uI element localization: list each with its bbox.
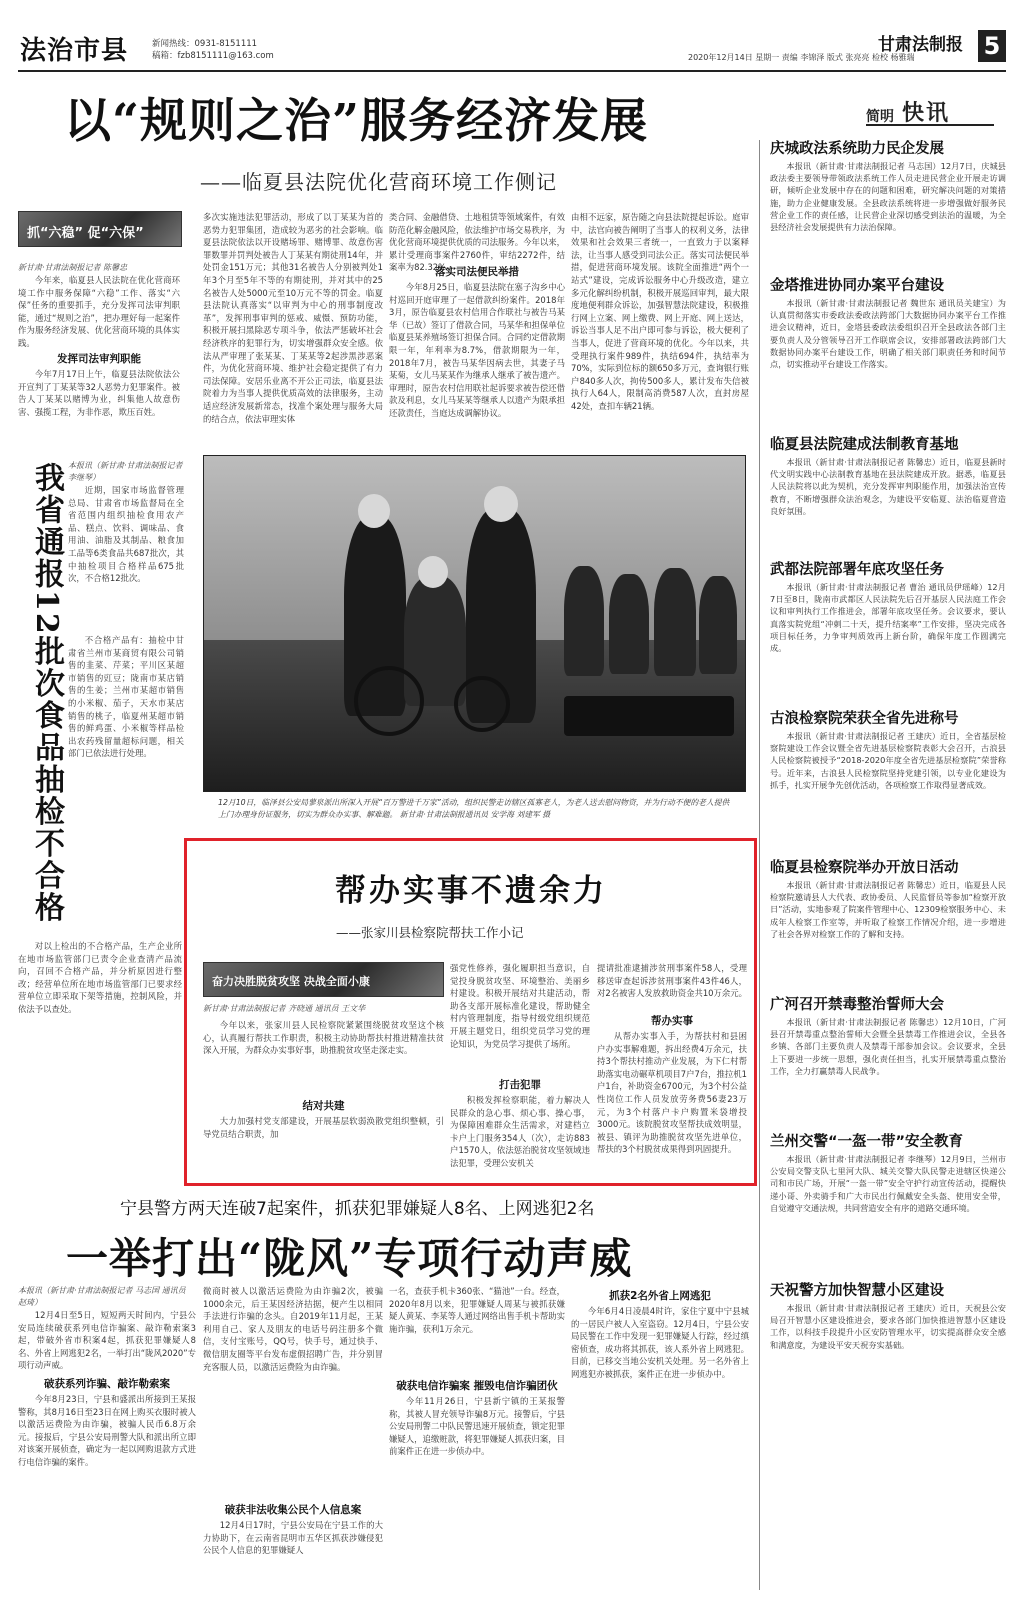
- issue-meta: 2020年12月14日 星期一 责编 李锦泽 版式 张亮亮 检校 杨雅瑞: [688, 53, 915, 62]
- brief-item: [770, 436, 1006, 554]
- brief-item-title: 广河召开禁毒整治誓师大会: [770, 997, 944, 1013]
- brief-item-body: 本报讯（新甘肃·甘肃法制报记者 陈馨忠）近日，临夏县新时代文明实践中心法制教育基地在县法院建成开放。据悉，临夏县人民法院将以此为契机，充分发挥审判职能作用，加强法治宣传教育，不断增强群众法治观念，为建设平安临夏、法治临夏营造良好氛围。: [770, 457, 1006, 516]
- officer-head: [484, 486, 518, 522]
- brief-item-body: 本报讯（新甘肃·甘肃法制报记者 魏世东 通讯员关建宝）为认真贯彻落实市委政法委政法跨部门大数据协同办案平台工作推进会议精神，近日，金塔县委政法委组织召开全县政法各部门主要负责人及分管领导召开工作联席会议，安排部署政法跨部门大数据协同办案平台建设工作，明确了相关部门职责任务和时间节点，切实推动平台建设工作落实。: [770, 298, 1006, 370]
- lead-subhead: 发挥司法审判职能: [57, 353, 141, 365]
- brief-item-body: 本报讯（新甘肃·甘肃法制报记者 陈馨忠）12月10日，广河县召开禁毒重点整治誓师大会暨全县禁毒工作推进会议，全县各乡镇、各部门主要负责人及禁毒干部参加会议。会议要求，全县上下要进一步统一思想，强化责任担当，扎实开展禁毒重点整治工作，全力打赢禁毒人民战争。: [770, 1017, 1006, 1076]
- contact-info: [152, 38, 274, 62]
- lead-paragraph: 类合同、金融借贷、土地租赁等领域案件，有效防范化解金融风险，依法维护市场交易秩序，为优化营商环境提供优质的司法服务。今年以来，累计受理商事案件2760件，审结2272件，结案率为82.32%。: [389, 212, 565, 273]
- brief-item-title: 古浪检察院荣获全省先进称号: [770, 711, 959, 727]
- police-col-4: [571, 1285, 749, 1585]
- box-paragraph: 今年以来，张家川县人民检察院紧紧围绕脱贫攻坚这个核心，认真履行帮扶工作职责，积极主动协助帮扶村推进精准扶贫深入开展，为群众办实事好事，助推脱贫攻坚走深走实。: [203, 1020, 444, 1056]
- brief-item-title: 金塔推进协同办案平台建设: [770, 278, 944, 294]
- police-paragraph: 今年8月23日，宁县和盛派出所接到王某报警称，其8月16日至23日在网上购买衣服时被人以激活运费险为由诈骗，被骗人民币6.8万余元。接报后，宁县公安局刑警大队和派出所立即对该案开展侦查，确定为一起以网购退款方式进行电信诈骗的案件。: [18, 1394, 196, 1467]
- police-subhead: 抓获2名外省上网逃犯: [609, 1290, 711, 1302]
- brief-news-label: [866, 96, 994, 126]
- lead-col-2: 多次实施违法犯罪活动，形成了以丁某某为首的恶势力犯罪集团，造成较为恶劣的社会影响。临夏县法院依法以开设赌场罪、赌博罪、故意伤害罪数罪并罚判处被告人丁某某有期徒刑14年，并处罚金151万元；其他31名被告人分别被判处1年3个月至5年不等的有期徒刑，并对其中的25名被告人处5000元至10万元不等的罚金。临夏县法院认真落实“以审判为中心的刑事制度改革”，发挥刑事审判的惩戒、威慑、预防功能，积极开展扫黑除恶专项斗争，依法严惩破坏社会经济秩序的犯罪行为，切实增强群众安全感。依法从严审理了张某某、丁某某等2起涉黑涉恶案件，为优化营商环境、维护社会稳定提供了有力司法保障。安居乐业离不开公正司法，临夏县法院着力为当事人提供优质高效的法律服务，主动适应经济发展新常态，找准个案处理与服务大局的结合点，依法审理实体: [203, 212, 383, 424]
- page-number: 5: [978, 30, 1006, 62]
- brief-item-title: 兰州交警“一盔一带”安全教育: [770, 1134, 964, 1150]
- lead-subhead: 落实司法便民举措: [435, 266, 519, 278]
- submission-email: 稿箱：fzb8151111@163.com: [152, 51, 274, 61]
- police-paragraph: 12月4日17时，宁县公安局在宁县工作的大力协助下，在云南省昆明市五华区抓获涉嫌侵犯公民个人信息的犯罪嫌疑人: [203, 1520, 383, 1556]
- brief-item-body: 本报讯（新甘肃·甘肃法制报记者 马志国）12月7日，庆城县政法委主要领导带领政法系统工作人员走进民营企业开展走访调研，倾听企业发展中存在的问题和困难，研究解决问题的对策措施，助力企业健康发展。全县政法系统将进一步增强做好服务民营企业工作的责任感，让民营企业深切感受到法治的温暖，为全县经济社会发展提供有力法治保障。: [770, 161, 1006, 233]
- lead-paragraph: 今年8月25日，临夏县法院在塞子沟乡中心村巡回开庭审理了一起借款纠纷案件。2018年3月，原告临夏县农村信用合作联社与被告马某华（已故）签订了借款合同，马某华和担保单位临夏县某养殖场签订担保合同。合同约定借款期限一年，年利率为8.7%，借款期限为一年，2018年7月，被告马某华因病去世，其妻子马某菊，女儿马某某作为继承人继承了被告遗产。审理时，原告农村信用联社起诉要求被告偿还借款及利息，女儿马某某等继承人以遗产为限承担还款责任，当庭达成调解协议。: [389, 282, 565, 418]
- brief-item-title: 天祝警方加快智慧小区建设: [770, 1283, 944, 1299]
- police-col-2: [203, 1285, 383, 1573]
- police-byline: 本报讯（新甘肃·甘肃法制报记者 马志国 通讯员 赵琦）: [18, 1286, 186, 1307]
- lead-paragraph: 今年7月17日上午，临夏县法院依法公开宣判了丁某某等32人恶势力犯罪案件。被告人丁某某以赌博为业，纠集他人故意伤害、强揽工程，为非作恶，欺压百姓。: [18, 369, 180, 417]
- six-stable-badge: [18, 211, 182, 247]
- wheelchair-wheel: [354, 666, 424, 736]
- brief-item: [770, 1282, 1006, 1400]
- six-stable-badge-text: 抓“六稳” 促“六保”: [27, 226, 144, 241]
- box-subhead: 帮办实事: [651, 1015, 693, 1027]
- box-col-1: [203, 1003, 444, 1145]
- brief-news-column: [770, 140, 1006, 1590]
- wheelchair-wheel: [454, 676, 510, 732]
- lead-subheadline: ——临夏县法院优化营商环境工作侧记: [200, 170, 557, 194]
- police-subhead: 破获电信诈骗案 摧毁电信诈骗团伙: [396, 1380, 558, 1392]
- lead-headline: 以“规则之治”服务经济发展: [64, 94, 649, 149]
- box-headline: 帮办实事不遗余力: [335, 873, 607, 909]
- masthead-rule: [18, 70, 1006, 72]
- lead-col-3: [389, 211, 565, 433]
- police-paragraph: 12月4日至5日，短短两天时间内，宁县公安局连续破获系列电信诈骗案、敲诈勒索案3起，带破外省市积案4起，抓获犯罪嫌疑人8名、外省上网逃犯2名，一举打出“陇风2020”专项行动声威。: [18, 1310, 196, 1371]
- photo-caption: 12月10日，临泽县公安局蓼泉派出所深入开展“百万警进千万家”活动，组织民警走访辖区孤寡老人，为老人送去慰问物资，并为行动不便的老人提供上门办理身份证服务，切实为群众办实事、解难题。 新甘肃·甘肃法制报通讯员 安学海 刘建军 摄: [218, 798, 730, 819]
- lead-paragraph: 今年来，临夏县人民法院在优化营商环境工作中服务保障“六稳”工作、落实“六保”任务的重要抓手，充分发挥司法审判职能，通过“规则之治”，把办理好每一起案件作为服务经济发展、优化营商环境的具体实践。: [18, 275, 180, 348]
- box-subheadline: ——张家川县检察院帮扶工作小记: [336, 925, 524, 940]
- police-paragraph: 今年6月4日凌晨4时许，家住宁夏中宁县城的一居民户被人入室盗窃。12月4日，宁县公安局民警在工作中发现一犯罪嫌疑人行踪，经过缜密侦查，成功将其抓获，该人系外省上网逃犯。目前，已移交当地公安机关处理。另一名外省上网逃犯亦被抓获，案件正在进一步侦办中。: [571, 1306, 749, 1379]
- police-paragraph: 今年11月26日，宁县新宁镇的王某报警称，其被人冒充领导诈骗8万元。接警后，宁县公安局刑警二中队民警迅速开展侦查，锁定犯罪嫌疑人，追缴赃款，将犯罪嫌疑人抓获归案，目前案件正在进一步侦办中。: [389, 1396, 565, 1457]
- poverty-campaign-badge-text: 奋力决胜脱贫攻坚 决战全面小康: [212, 975, 370, 988]
- brief-item-title: 武都法院部署年底攻坚任务: [770, 562, 944, 578]
- brief-item: [770, 277, 1006, 429]
- table: [564, 696, 734, 736]
- seated-elder-figure: [609, 574, 649, 674]
- food-inspection-paragraph: 不合格产品有：抽检中甘肃省兰州市某商贸有限公司销售的韭菜、芹菜；平川区某超市销售的豇豆；陇南市某店销售的生姜；兰州市某超市销售的小米椒、茄子，天水市某店销售的桃子，临夏州某超市销售的鲜鸡蛋、小米椒等样品检出农药残留量超标问题，相关部门已依法进行处理。: [68, 635, 184, 759]
- police-col-1: [18, 1285, 196, 1559]
- brief-label-large: 快讯: [902, 101, 951, 126]
- police-col-3: [389, 1285, 565, 1573]
- box-col-2: [450, 962, 590, 1174]
- police-paragraph: 一名，查获手机卡360张、“猫池”一台。经查，2020年8月以来，犯罪嫌疑人周某与被抓获嫌疑人黄某、李某等人通过网络出售手机卡帮助实施诈骗，获利1万余元。: [389, 1286, 565, 1334]
- newspaper-name: 甘肃法制报: [878, 35, 963, 55]
- brief-item: [770, 996, 1006, 1126]
- seated-elder-figure: [564, 566, 604, 676]
- police-headline: 一举打出“陇风”专项行动声威: [66, 1234, 633, 1283]
- brief-item: [770, 710, 1006, 852]
- brief-item-title: 庆城政法系统助力民企发展: [770, 141, 944, 157]
- box-paragraph: 大力加强村党支部建设，开展基层软弱涣散党组织整顿，引导党员结合职责，加: [203, 1116, 444, 1139]
- brief-item-body: 本报讯（新甘肃·甘肃法制报记者 曹治 通讯员伊瑶峰）12月7日至8日，陇南市武都区人民法院先后召开基层人民法庭工作会议和审判执行工作推进会，部署年底攻坚任务。会议要求，要认真落实院党组“冲刺二十天，提升结案率”工作安排，坚决完成各项目标任务，力争审判质效再上新台阶，确保年度工作圆满完成。: [770, 582, 1006, 654]
- brief-item: [770, 561, 1006, 703]
- section-title: 法治市县: [20, 36, 129, 66]
- box-col-3: [597, 962, 747, 1174]
- brief-item: [770, 1133, 1006, 1275]
- police-visit-photo: [203, 455, 746, 792]
- brief-item-body: 本报讯（新甘肃·甘肃法制报记者 王建庆）近日，全省基层检察院建设工作会议暨全省先进基层检察院表彰大会召开，古浪县人民检察院被授予“2018-2020年度全省先进基层检察院”荣誉称号。近年来，古浪县人民检察院坚持党建引领，以专业化建设为抓手，扎实开展争先创优活动，各项检察工作取得显著成效。: [770, 731, 1006, 790]
- poverty-campaign-badge: [203, 962, 444, 997]
- food-inspection-paragraph: 对以上检出的不合格产品，生产企业所在地市场监管部门已责令企业查清产品流向，召回不合格产品，并分析原因进行整改；经营单位所在地市场监管部门已要求经营单位立即采取下架等措施，控制风险，并依法予以查处。: [18, 941, 182, 1014]
- officer-head: [358, 494, 390, 528]
- brief-item: [770, 140, 1006, 270]
- food-inspection-headline: 我省通报12批次食品抽检不合格: [29, 462, 64, 924]
- brief-item-body: 本报讯（新甘肃·甘肃法制报记者 王建庆）近日，天祝县公安局召开智慧小区建设推进会，要求各部门加快推进智慧小区建设工作，以科技手段提升小区安防管理水平，切实提高群众安全感和满意度，为建设平安天祝夯实基础。: [770, 1303, 1006, 1350]
- lead-byline: 新甘肃·甘肃法制报记者 陈馨忠: [18, 263, 128, 272]
- box-paragraph: 提请批准逮捕涉贫刑事案件58人，受理移送审查起诉涉贫刑事案件43件46人，对2名被害人发放救助资金共10万余元。: [597, 963, 747, 999]
- lead-col-4: 由相不远家，原告随之向县法院提起诉讼。庭审中，法官向被告阐明了当事人的权利义务，法律效果和社会效果三者统一，一直致力于以案释法，让当事人感受到司法公正。落实司法便民举措，促进营商环境发展。该院全面推进“两个一站式”建设，完成诉讼服务中心升级改造，建立多元化解纠纷机制，积极开展巡回审判，最大限度地便利群众诉讼，加强智慧法院建设，积极推行网上立案、网上缴费、网上开庭、网上送达，诉讼当事人足不出户即可参与诉讼，极大便利了当事人，促进了营商环境的优化。今年以来，共受理执行案件989件，执结694件，执结率为70%，实际到位标的额650多万元，查询银行账户840多人次，拘传500多人，累计发布失信被执行人64人，限制高消费587人次，直封房屋42处，查扣车辆21辆。: [571, 212, 749, 411]
- police-subhead: 破获系列诈骗、敲诈勒索案: [44, 1378, 170, 1390]
- news-hotline: 新闻热线：0931-8151111: [152, 39, 258, 49]
- box-paragraph: 从帮办实事入手，为帮扶村和县困户办实事解难题，拆出经费4万余元，扶持3个帮扶村推动产业发展，为下仁村帮助落实电动碾草机项目7户7台，推拉机1户1台，补助资金6700元，为3个村公益性岗位工作人员发放劳务费56妻23万元，为3个村落户卡户购置米袋增投3000元。该院脱贫攻坚帮扶成效明显，被县、镇评为助推脱贫攻坚先进单位，帮扶的3个村脱贫成果得到巩固提升。: [597, 1031, 747, 1155]
- food-inspection-byline: 本报讯（新甘肃·甘肃法制报记者 李继琴）: [68, 461, 183, 482]
- police-subhead: 破获非法收集公民个人信息案: [224, 1504, 362, 1516]
- brief-item: [770, 859, 1006, 989]
- food-inspection-paragraph: 近期，国家市场监督管理总局、甘肃省市场监督局在全省范围内组织抽检食用农产品、糕点、饮料、调味品、食用油、油脂及其制品、粮食加工品等6类食品共687批次，其中抽检项目合格样品675批次，不合格12批次。: [68, 485, 184, 584]
- police-kicker: 宁县警方两天连破7起案件，抓获犯罪嫌疑人8名、上网逃犯2名: [120, 1199, 595, 1219]
- box-subhead: 打击犯罪: [499, 1079, 541, 1091]
- brief-item-title: 临夏县法院建成法制教育基地: [770, 437, 959, 453]
- seated-elder-figure: [654, 568, 696, 676]
- box-paragraph: 积极发挥检察职能，着力解决人民群众的急心事、烦心事、操心事，为保障困难群众生活需求，对建档立卡户上门服务354人（次），走访883户1570人，依法惩治脱贫攻坚领域违法犯罪，受理公安机关: [450, 1095, 590, 1168]
- lead-col-1: [18, 262, 180, 418]
- brief-label-small: 简明: [866, 109, 894, 125]
- elderly-man-head: [418, 556, 448, 588]
- box-subhead: 结对共建: [302, 1100, 345, 1112]
- food-inspection-col-1: [68, 460, 184, 894]
- police-paragraph: 微商时被人以激活运费险为由诈骗2次，被骗1000余元，后王某因经济拮据，便产生以相同手法进行诈骗的念头。自2019年11月起，王某利用自己、家人及朋友的电话号码注册多个微信，支付宝账号，QQ号，快手号，通过快手、微信朋友圈等平台发布虚假招聘广告，并分别冒充客服人员，以激活运费险为由诈骗。: [203, 1286, 383, 1372]
- box-paragraph: 强党性修养，强化履职担当意识，自觉投身脱贫攻坚、环境整治、美丽乡村建设。积极开展结对共建活动，帮助各支部开展标准化建设，帮助健全村内管理制度，指导村级党组织规范开展主题党日，组织党员学习党的理论知识，为党员学习提供了场所。: [450, 963, 590, 1049]
- brief-item-title: 临夏县检察院举办开放日活动: [770, 860, 959, 876]
- column-separator: [759, 140, 760, 1590]
- seated-elder-figure: [699, 576, 737, 674]
- brief-item-body: 本报讯（新甘肃·甘肃法制报记者 陈馨忠）近日，临夏县人民检察院邀请县人大代表、政协委员、人民监督员等参加“检察开放日”活动，实地参观了院案件管理中心、12309检察服务中心、未成年人检察工作室等，并听取了检察工作情况介绍，进一步增进了社会各界对检察工作的了解和支持。: [770, 880, 1006, 939]
- brief-item-body: 本报讯（新甘肃·甘肃法制报记者 李继琴）12月9日，兰州市公安局交警支队七里河大队、城关交警大队民警走进辖区快递公司和市民广场，开展“一盔一带”安全守护行动宣传活动，提醒快递小哥、外卖骑手和广大市民出行佩戴安全头盔、使用安全带，自觉遵守交通法规，共同营造安全有序的道路交通环境。: [770, 1154, 1006, 1213]
- box-byline: 新甘肃·甘肃法制报记者 齐晓通 通讯员 王文华: [203, 1004, 366, 1013]
